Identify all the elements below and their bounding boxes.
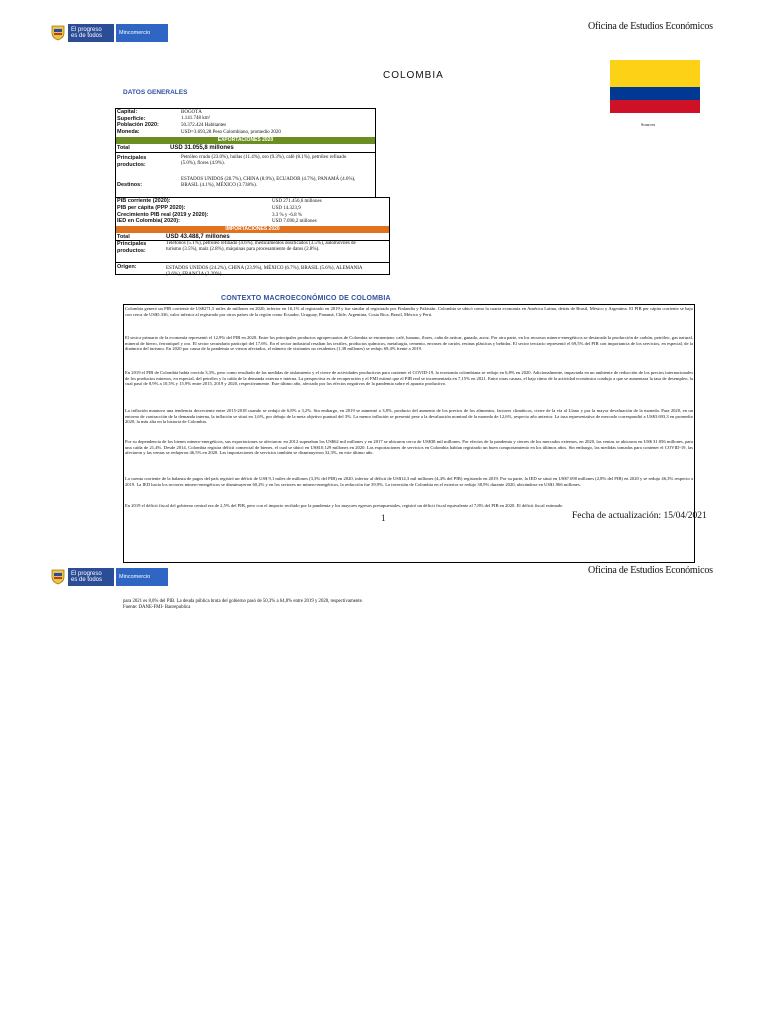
capital-label: Capital: [117, 109, 138, 115]
area-value: 1.141.748 km² [181, 116, 211, 121]
context-paragraph: La inflación mantuvo una tendencia decreciente entre 2015-2018 cuando se redujo de 6,8% a 3,2%. Sin embargo, en 2019 se aumentó a 3,8%, producto del aumento de los precios de los alimentos, factores climáticos, cierre de la vía al Llano y por la mayor devaluación de la moneda. Para 2020, en un entorno de contracción de la demanda interna, la inflación se situó en 1,6%, por debajo de la meta objetivo puntual del 3%. La menor inflación se presentó pese a la devaluación nominal de la moneda de 12,6%, respecto año anterior. La tasa representativa de mercado correspondió a US$3.693,3 en promedio 2020, la más alta en la historia de Colombia. [125, 408, 693, 425]
office-name: Oficina de Estudios Económicos [588, 21, 713, 32]
coat-of-arms-icon [50, 24, 66, 42]
context-paragraph: El sector primario de la economía representó el 12,9% del PIB en 2020. Entre los principales productos agropecuarios de Colombia se encuentran: café, banano, flores, caña de azúcar, ganado, arroz. Por otra parte, en los recursos minero-energéticos se destacada la producción de carbón, petróleo, gas natural, mineral de hierro, ferroníquel y oro. El sector secundario participó del 17,6%. En el sector industrial resaltan los textiles, productos químicos, metalurgia, cemento, envases de cartón, resinas plásticas y bebidas. El sector terciario representó el 69,5% del PIB con importancia de los servicios, en especial, de la dinámica del turismo. En 2020 por causa de la pandemia se vieron afectados, el número de visitantes no residentes (1,38 millones) se redujo 69,4% frente a 2019. [125, 335, 693, 352]
capital-value: BOGOTÁ [181, 110, 202, 115]
gdp-value: USD 271.456,6 millones [272, 198, 322, 204]
exports-total-value: USD 31.055,8 millones [170, 144, 234, 151]
imports-products-value: Teléfonos (5.1%), petróleo refinado (4.6%), medicamentos dosificados (3.5%), automóviles de turismo (3.5%), maíz (2.8%), máquinas para procesamiento de datos (2.8%). [166, 241, 356, 252]
imports-total-value: USD 43.488,7 millones [166, 233, 230, 240]
gdp-per-capita-value: USD 14.323,9 [272, 205, 301, 211]
colombia-flag [610, 60, 700, 113]
country-title: COLOMBIA [383, 70, 444, 81]
context-paragraph: Por su dependencia de los bienes minero-energéticos, sus exportaciones se afectaron: en 2012 superaban los US$62 mil millones y en 2017 se ubicaron cerca de US$38 mil millones. Por efectos de la pandemia y cierres de los mercados externos, en 2020, las ventas se ubicaron en US$ 31.056 millones, para una caída de 21,4%. Desde 2014, Colombia registra déficit comercial de bienes, el cual se ubicó en US$10.129 millones en 2020. Las exportaciones de servicios en Colombia habían registrado un buen comportamiento en los últimos años. Sin embargo, las medidas tomadas para contener el COVID-19, las afectaron y las ventas se redujeron 46,5% en 2020. Las importaciones de servicios también se disminuyeron 32,3%, en este último año. [125, 439, 693, 456]
gdp-label: PIB corriente (2020): [117, 198, 171, 204]
context-paragraph: Colombia generó un PIB corriente de US$271,5 miles de millones en 2020, inferior en 16,1% al registrado en 2019 y fue similar al registrado por Finlandia y Pakistán. Colombia se ubicó como la cuarta economía en América Latina, detrás de Brasil, México y Argentina. El PIB per cápita corriente se bajo con cerca de US$5.336, valor inferior al registrado por otros países de la región como Ecuador, Uruguay, Panamá, Chile, Argentina, Costa Rica, Brasil, México y Perú. [125, 306, 693, 317]
population-label: Población 2020: [117, 122, 159, 128]
context-paragraph: En 2019 el PIB de Colombia había crecido 3,3%, pero como resultado de las medidas de aislamiento y el cierre de actividades productivas para contener el COVID-19, la economía colombiana se redujo en 6,8% en 2020. Adicionalmente, impactada en un ambiente de reducción de los precios internacionales de los productos mineros, en especial, del petróleo y la caída de la demanda externa e interna. La perspectiva es de recuperación y el FMI estimó que el PIB real se incrementaría en 7,15% en 2021. Entre otras causas, el bajo ritmo de la actividad económica condujo a que se aumentara la tasa de desempleo, la cual pasó de 8,9% a 10,5% y 15,9% entre 2015, 2019 y 2020, respectivamente. Este último año, afectado por los efectos negativos de la pandemia sobre el aparato productivo. [125, 370, 693, 387]
imports-total-label: Total [117, 234, 130, 240]
divider [116, 262, 389, 263]
divider [116, 152, 375, 153]
exports-products-label: Principales productos: [117, 155, 147, 168]
fdi-label: IED en Colombia( 2020): [117, 218, 180, 224]
general-data-heading: DATOS GENERALES [123, 89, 188, 96]
population-value: 50.372.424 Habitantes [181, 123, 227, 128]
office-name: Oficina de Estudios Económicos [588, 565, 713, 576]
update-date: Fecha de actualización: 15/04/2021 [572, 511, 707, 521]
continuation-text: para 2021 es 8,6% del PIB. La deuda pública bruta del gobierno pasó de 50,3% a 64,8% entre 2019 y 2020, respectivamente. [123, 599, 363, 604]
currency-value: USD=3.693,28 Peso Colombiano, promedio 2020 [181, 129, 281, 135]
exports-products-value: Petróleo crudo (23.0%), hullas (11.4%), oro (9.3%), café (8.1%), petróleo refinado (5.0%), flores (4.9%). [181, 155, 347, 166]
fdi-value: USD 7.690,2 millones [272, 219, 317, 224]
ministry-label: Mincomercio [116, 568, 168, 586]
context-paragraph: En 2019 el déficit fiscal del gobierno central era de 2,5% del PIB, pero con el impacto recibido por la pandemia y los mayores egresos presupuestales, registró un déficit fiscal equivalente al 7,8% del PIB en 2020. El déficit fiscal estimado [125, 503, 563, 508]
context-paragraph: La cuenta corriente de la balanza de pagos del país registró un déficit de US$ 9,1 miles de millones (3,3% del PIB) en 2020, inferior al déficit de US$14,3 mil millones (4,4% del PIB) registrado en 2019. Por su parte, la IED se situó en US$7.690 millones (2,8% del PIB) en 2020 y se redujo 46,3% respecto a 2019. La IED hacia los sectores minero-energéticos se disminuyeron 60,2% y en los sectores no minero-energéticos, la reducción fue 39,9%. La inversión de Colombia en el exterior se redujo 38,9% durante 2020, ubicándose en US$1.966 millones. [125, 476, 693, 487]
source-note: Fuente: DANE-FMI- Banrepublica [123, 605, 191, 610]
currency-label: Moneda: [117, 128, 140, 135]
imports-products-label: Principales productos: [117, 241, 147, 254]
gdp-growth-label: Crecimiento PIB real (2019 y 2020): [117, 211, 209, 218]
slogan-label: El progreso es de todos [68, 568, 114, 586]
exports-destinations-label: Destinos: [117, 182, 143, 188]
context-heading: CONTEXTO MACROECONÓMICO DE COLOMBIA [221, 295, 391, 302]
imports-origin-label: Origen: [117, 264, 137, 270]
exports-bar: EXPORTACIONES 2020 [116, 137, 375, 144]
imports-bar: IMPORTACIONES 2020 [116, 226, 389, 233]
gdp-growth-value: 3.3 % y -6.8 % [272, 212, 302, 218]
government-logo [50, 22, 168, 44]
flag-caption: Sources [641, 122, 656, 127]
page-number: 1 [381, 513, 386, 523]
area-label: Superficie: [117, 115, 146, 122]
exports-destinations-value: ESTADOS UNIDOS (28.7%), CHINA (8.9%), ECUADOR (4.7%), PANAMÁ (4.6%), BRASIL (4.1%), MÉXICO (3.738%). [181, 177, 356, 188]
imports-origin-value: ESTADOS UNIDOS (24.2%), CHINA (23.9%), MÉXICO (6.7%), BRASIL (5.6%), ALEMANIA (3.6%), FRANCIA (2.20%). [166, 266, 363, 277]
coat-of-arms-icon [50, 568, 66, 586]
slogan-label: El progreso es de todos [68, 24, 114, 42]
ministry-label: Mincomercio [116, 24, 168, 42]
exports-total-label: Total [117, 145, 130, 151]
government-logo [50, 566, 168, 588]
gdp-per-capita-label: PIB per cápita (PPP 2020): [117, 204, 186, 211]
